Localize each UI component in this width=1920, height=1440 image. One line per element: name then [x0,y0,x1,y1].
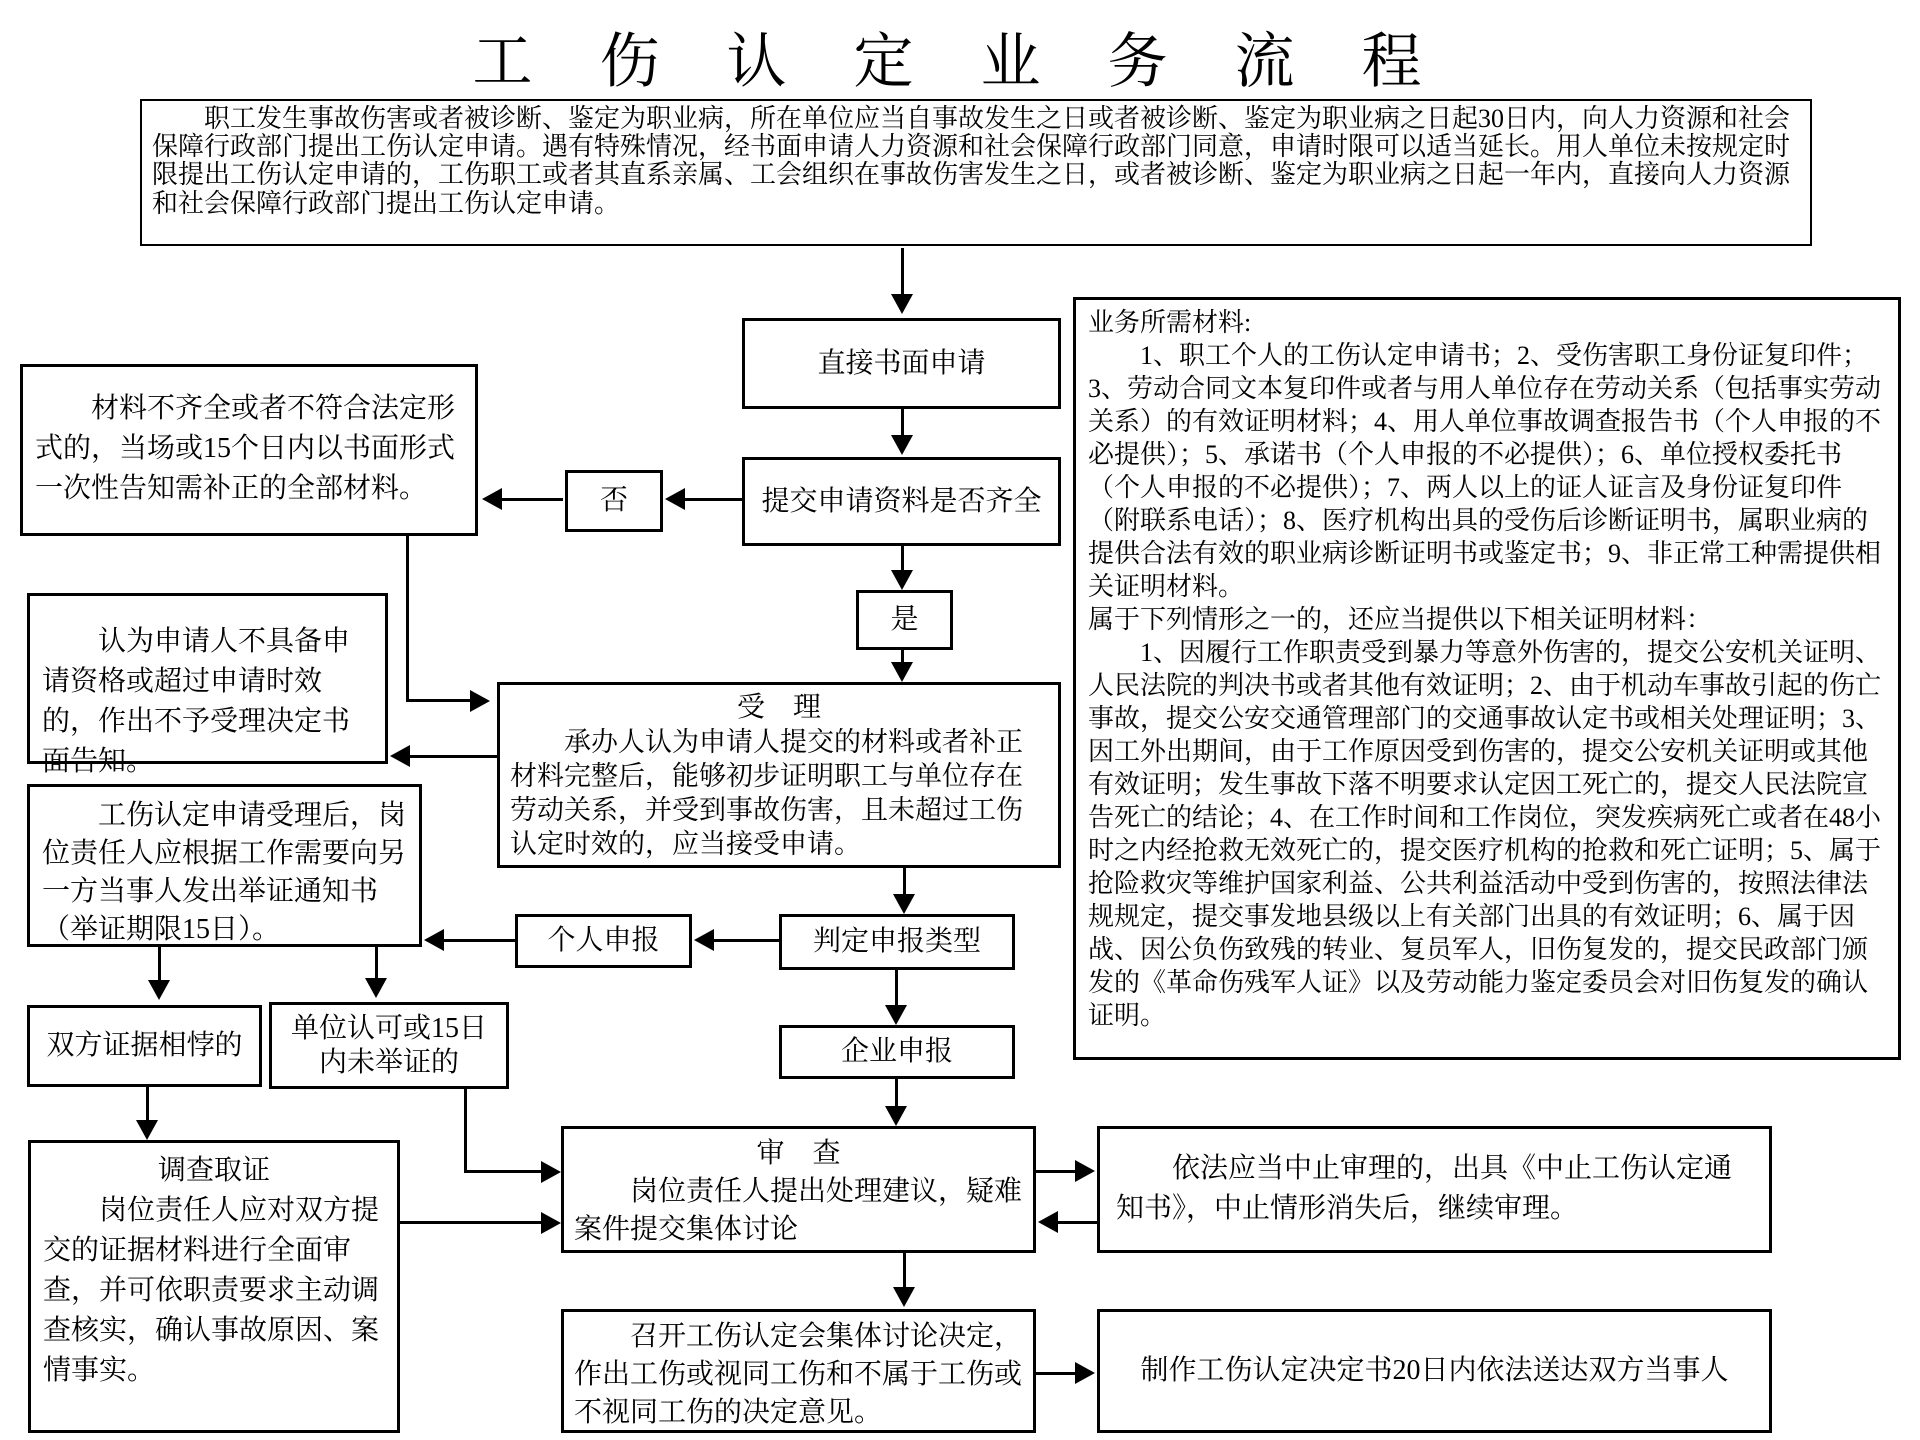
node-title: 受 理 [736,692,821,723]
page-title: 工 伤 认 定 业 务 流 程 [472,29,1448,95]
node-intro [140,99,1812,246]
node-label: 提交申请资料是否齐全 [761,485,1042,517]
materials-paragraph-1: 1、职工个人的工伤认定申请书；2、受伤害职工身份证复印件；3、劳动合同文本复印件或者与用人单位存在劳动关系（包括事实劳动关系）的有效证明材料；4、用人单位事故调查报告书（个人申报的不必提供）；5、承诺书（个人申报的不必提供）；6、单位授权委托书（个人申报的不必提供）；7、两人以上的证人证言及身份证复印件（附联系电话）；8、医疗机构出具的受伤后诊断证明书，属职业病的提供合法有效的职业病诊断证明书或鉴定书；9、非正常工种需提供相关证明材料。 [1088,341,1882,601]
node-deliver-decision [1097,1309,1772,1433]
node-evidence-notice [27,784,422,947]
node-investigation [28,1140,400,1433]
node-label: 否 [599,485,628,516]
node-check-materials-complete [742,457,1061,546]
node-text: 岗位责任人提出处理建议，疑难案件提交集体讨论 [574,1176,1023,1245]
node-no [565,470,663,532]
node-committee-decision [561,1309,1036,1433]
node-no-evidence-given [269,1002,509,1089]
node-yes [856,590,953,650]
node-review [561,1126,1036,1253]
node-acceptance [497,682,1061,868]
node-personal-report [515,914,692,968]
node-title: 审 查 [756,1138,841,1169]
node-suspend-review [1097,1126,1772,1253]
node-text: 材料不齐全或者不符合法定形式的，当场或15个日内以书面形式一次性告知需补正的全部材料。 [35,393,456,504]
node-text: 承办人认为申请人提交的材料或者补正材料完整后，能够初步证明职工与单位存在劳动关系，并受到事故伤害，且未超过工伤认定时效的，应当接受申请。 [510,727,1023,859]
node-label: 个人申报 [547,925,660,956]
node-text: 召开工伤认定会集体讨论决定，作出工伤或视同工伤和不属于工伤或不视同工伤的决定意见。 [574,1321,1023,1428]
node-label: 是 [890,604,919,635]
node-label: 双方证据相悖的 [46,1030,243,1061]
materials-heading-2: 属于下列情形之一的，还应当提供以下相关证明材料： [1088,605,1713,634]
node-label: 直接书面申请 [817,347,986,379]
materials-paragraph-2: 1、因履行工作职责受到暴力等意外伤害的，提交公安机关证明、人民法院的判决书或者其他有效证明；2、由于机动车事故引起的伤亡事故，提交公安交通管理部门的交通事故认定书或相关处理证明；3、因工外出期间，由于工作原因受到伤害的，提交公安机关证明或其他有效证明；发生事故下落不明要求认定因工死亡的，提交人民法院宣告死亡的结论；4、在工作时间和工作岗位，突发疾病死亡或者在48小时之内经抢救无效死亡的，提交医疗机构的抢救和死亡证明；5、属于抢险救灾等维护国家利益、公共利益活动中受到伤害的，按照法律法规规定，提交事发地县级以上有关部门出具的有效证明；6、属于因战、因公负伤致残的转业、复员军人，旧伤复发的，提交民政部门颁发的《革命伤残军人证》以及劳动能力鉴定委员会对旧伤复发的确认证明。 [1088,638,1882,1030]
node-reject-notice [27,593,388,777]
node-direct-written-application [742,318,1061,409]
node-evidence-conflict [27,1005,262,1087]
node-determine-report-type [779,914,1015,970]
node-title: 调查取证 [157,1155,270,1186]
node-label: 企业申报 [840,1036,953,1067]
node-text: 认为申请人不具备申请资格或超过申请时效的，作出不予受理决定书面告知。 [42,626,351,777]
node-incomplete-materials [20,364,478,536]
node-label: 单位认可或15日内未举证的 [290,1012,487,1078]
materials-heading-1: 业务所需材料: [1088,308,1252,337]
materials-panel [1073,297,1901,1060]
node-label: 制作工伤认定决定书20日内依法送达双方当事人 [1140,1355,1729,1386]
node-text: 依法应当中止审理的，出具《中止工伤认定通知书》，中止情形消失后，继续审理。 [1116,1153,1733,1224]
node-text: 工伤认定申请受理后，岗位责任人应根据工作需要向另一方当事人发出举证通知书（举证期限15日）。 [42,800,407,945]
node-enterprise-report [779,1025,1015,1079]
node-label: 判定申报类型 [812,926,981,957]
intro-text: 职工发生事故伤害或者被诊断、鉴定为职业病，所在单位应当自事故发生之日或者被诊断、鉴定为职业病之日起30日内，向人力资源和社会保障行政部门提出工伤认定申请。遇有特殊情况，经书面申请人力资源和社会保障行政部门同意，申请时限可以适当延长。用人单位未按规定时限提出工伤认定申请的，工伤职工或者其直系亲属、工会组织在事故伤害发生之日，或者被诊断、鉴定为职业病之日起一年内，直接向人力资源和社会保障行政部门提出工伤认定申请。 [152,104,1791,218]
node-text: 岗位责任人应对双方提交的证据材料进行全面审查，并可依职责要求主动调查核实，确认事故原因、案情事实。 [43,1195,380,1386]
